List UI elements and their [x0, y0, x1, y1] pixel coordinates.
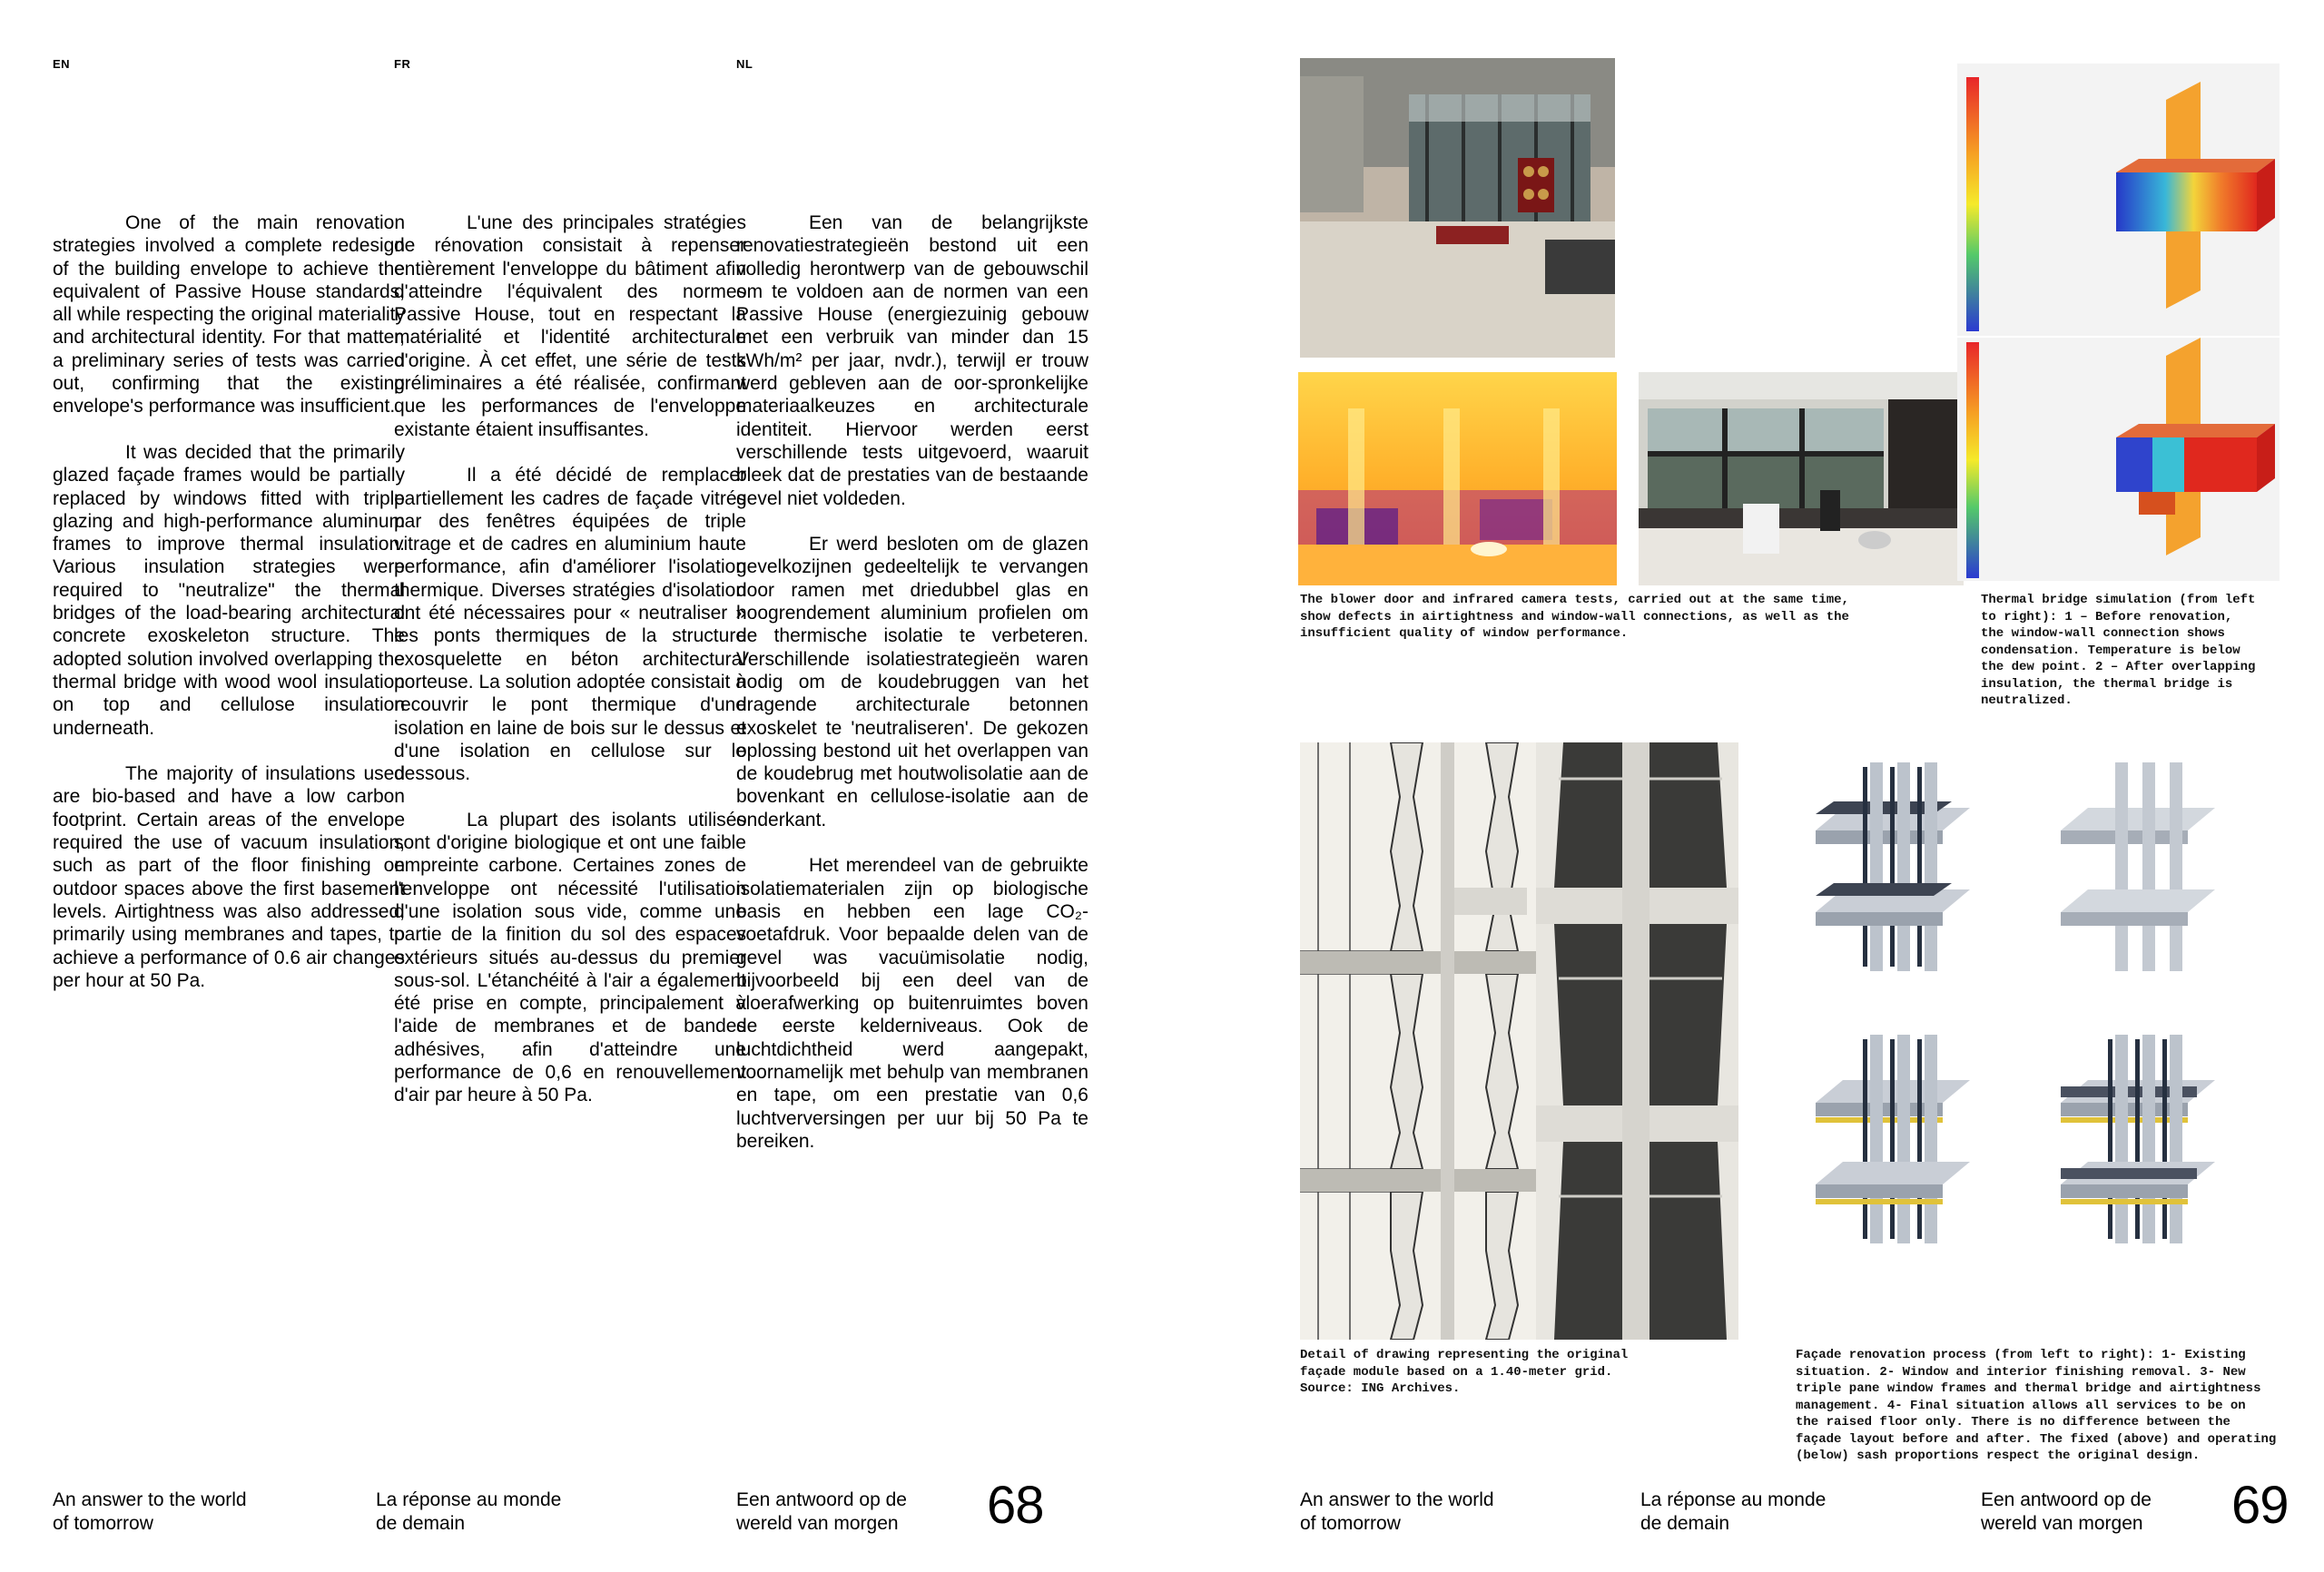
footer-title-en: An answer to the world of tomorrow	[53, 1489, 247, 1534]
footer-title-nl: Een antwoord op de wereld van morgen	[736, 1489, 907, 1534]
right-page	[1162, 0, 2324, 1572]
french-column	[394, 211, 746, 1130]
archival-facade-drawing	[1300, 742, 1738, 1340]
fr-paragraph: L'une des principales stratégies de rénovation consistait à repenser entièrement l'enveloppe du bâtiment afin d'atteindre l'équivalent des normes Passive House, tout en respectant la matérialité et l'identité architecturale d'origine. À cet effet, une série de tests préliminaires a été réalisée, confirmant que les performances de l'enveloppe existante étaient insuffisantes.	[394, 212, 746, 440]
dutch-column	[736, 211, 1088, 1175]
footer-title-fr: La réponse au monde de demain	[376, 1489, 562, 1534]
caption-blower-door: The blower door and infrared camera tests, carried out at the same time, show defects in airtightness and window-wall connections, as well as the insufficient quality of window performance.	[1300, 593, 1849, 641]
window-photo	[1639, 372, 1964, 585]
thermal-simulation-after	[1957, 338, 2280, 581]
page-number: 68	[987, 1476, 1044, 1535]
caption-thermal-bridge: Thermal bridge simulation (from left to right): 1 – Before renovation, the window-wall connection shows condensation. Temperature is below the dew point. 2 – After overlapping insulation, the thermal bridge is neutralized.	[1981, 593, 2256, 708]
nl-paragraph: Er werd besloten om de glazen gevelkozijnen gedeeltelijk te vervangen door ramen met driedubbel glas en hoogrendement aluminium profielen om de thermische isolatie te verbeteren. Verschillende isolatiestrategieën waren nodig om de koudebruggen van het dragende architecturale betonnen exoskelet te 'neutraliseren'. De gekozen oplossing bestond uit het overlappen van de koudebrug met houtwolisolatie aan de bovenkant en cellulose-isolatie aan de onderkant.	[736, 534, 1088, 830]
lang-label-fr: FR	[394, 57, 411, 71]
facade-renovation-diagram	[1797, 758, 2310, 1339]
en-paragraph: It was decided that the primarily glazed façade frames would be partially replaced by windows fitted with triple glazing and high-performance aluminum frames to improve thermal insulation. Various insulation strategies were required to "neutralize" the thermal bridges of the load-bearing architectural concrete exoskeleton structure. The adopted solution involved overlapping the thermal bridge with wood wool insulation on top and cellulose insulation underneath.	[53, 441, 405, 739]
caption-drawing-detail: Detail of drawing representing the original façade module based on a 1.40-meter grid. Source: ING Archives.	[1300, 1348, 1629, 1396]
infrared-photo	[1298, 372, 1617, 585]
blower-door-photo	[1300, 58, 1615, 358]
nl-paragraph: Het merendeel van de gebruikte isolatiematerialen zijn op biologische basis en hebben een lage CO₂-voetafdruk. Voor bepaalde delen van de gevel was vacuümisolatie nodig, bijvoorbeeld bij een deel van de vloerafwerking op buitenruimtes boven de eerste kelderniveaus. Ook de luchtdichtheid werd aangepakt, voornamelijk met behulp van membranen en tape, om een prestatie van 0,6 luchtverversingen per uur bij 50 Pa te bereiken.	[736, 855, 1088, 1152]
fr-paragraph: Il a été décidé de remplacer partiellement les cadres de façade vitrés par des fenêtres équipées de triple vitrage et de cadres en aluminium haute performance, afin d'améliorer l'isolation thermique. Diverses stratégies d'isolation ont été nécessaires pour « neutraliser » les ponts thermiques de la structure exosquelette en béton architectural porteuse. La solution adoptée consistait à recouvrir le pont thermique d'une isolation en laine de bois sur le dessus et d'une isolation en cellulose sur le dessous.	[394, 465, 746, 785]
fr-paragraph: La plupart des isolants utilisés sont d'origine biologique et ont une faible empreinte carbone. Certaines zones de l'enveloppe ont nécessité l'utilisation d'une isolation sous vide, comme une partie de la finition du sol des espaces extérieurs situés au-dessus du premier sous-sol. L'étanchéité à l'air a également été prise en compte, principalement à l'aide de membranes et de bandes adhésives, afin d'atteindre une performance de 0,6 en renouvellement d'air par heure à 50 Pa.	[394, 809, 746, 1106]
footer-title-fr: La réponse au monde de demain	[1640, 1489, 1827, 1534]
caption-facade-process: Façade renovation process (from left to right): 1- Existing situation. 2- Window and interior finishing removal. 3- New triple pane window frames and thermal bridge and airtightness management. 4- Final situation allows all services to be on the raised floor only. There is no difference between the façade layout before and after. The fixed (above) and operating (below) sash proportions respect the original design.	[1796, 1348, 2277, 1463]
footer-title-nl: Een antwoord op de wereld van morgen	[1981, 1489, 2152, 1534]
footer-title-en: An answer to the world of tomorrow	[1300, 1489, 1494, 1534]
en-paragraph: The majority of insulations used are bio-based and have a low carbon footprint. Certain areas of the envelope required the use of vacuum insulation, such as part of the floor finishing on outdoor spaces above the first basement levels. Airtightness was also addressed, primarily using membranes and tapes, to achieve a performance of 0.6 air changes per hour at 50 Pa.	[53, 763, 405, 991]
thermal-simulation-before	[1957, 64, 2280, 336]
en-paragraph: One of the main renovation strategies involved a complete redesign of the building envelope to achieve the equivalent of Passive House standards, all while respecting the original materiality and architectural identity. For that matter, a preliminary series of tests was carried out, confirming that the existing envelope's performance was insufficient.	[53, 212, 405, 418]
page-number: 69	[2231, 1476, 2289, 1535]
nl-paragraph: Een van de belangrijkste renovatiestrategieën bestond uit een volledig herontwerp van de gebouwschil om te voldoen aan de normen van een Passive House (energiezuinig gebouw met een verbruik van minder dan 15 kWh/m² per jaar, nvdr.), terwijl er trouw werd gebleven aan de oor-spronkelijke materiaalkeuzes en architecturale identiteit. Hiervoor werden eerst verschillende tests uitgevoerd, waaruit bleek dat de prestaties van de bestaande gevel niet voldeden.	[736, 212, 1088, 509]
english-column	[53, 211, 405, 1015]
lang-label-en: EN	[53, 57, 71, 71]
lang-label-nl: NL	[736, 57, 753, 71]
